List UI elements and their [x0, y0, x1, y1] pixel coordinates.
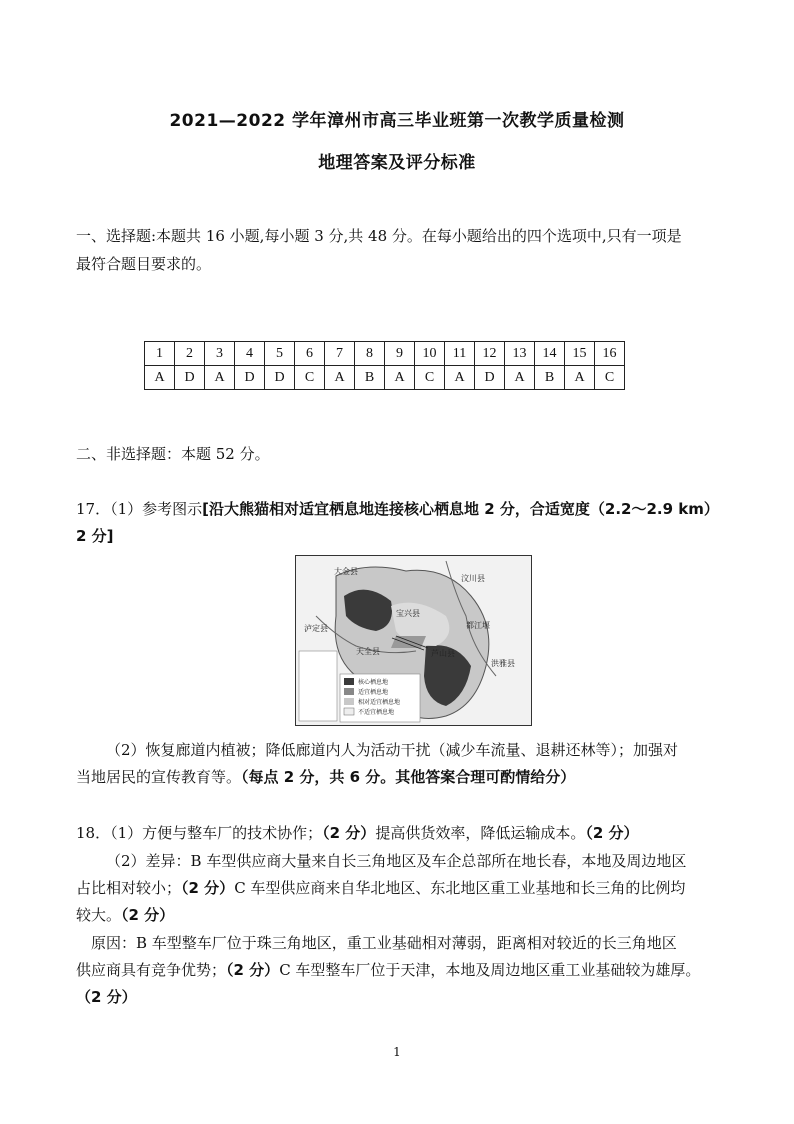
q18-part3-line2-a: 供应商具有竞争优势； [76, 961, 227, 979]
q18-part3-line2-c: C 车型整车厂位于天津，本地及周边地区重工业基础较为雄厚。 [279, 961, 701, 979]
answer-cell: C [595, 366, 625, 390]
answer-cell: B [535, 366, 565, 390]
question-number-cell: 9 [385, 342, 415, 366]
q18-part2-line2-c: C 车型供应商来自华北地区、东北地区重工业基地和长三角的比例均 [234, 879, 686, 897]
q18-part1-a: 18．（1）方便与整车厂的技术协作； [76, 824, 323, 842]
answer-cell: A [385, 366, 415, 390]
answer-cell: A [325, 366, 355, 390]
q18-part2-line3 [76, 902, 174, 928]
question-number-cell: 12 [475, 342, 505, 366]
question-number-cell: 2 [175, 342, 205, 366]
map-legend-i: 核心栖息地 [358, 679, 389, 686]
map-label-b: 宝兴县 [396, 609, 420, 618]
question-number-cell: 6 [295, 342, 325, 366]
q17-part1-prefix: 17．（1）参考图示 [76, 500, 203, 518]
answer-cell: B [355, 366, 385, 390]
q17-part2-text: 当地居民的宣传教育等。 [76, 768, 242, 786]
answer-cell: A [145, 366, 175, 390]
answer-cell: D [265, 366, 295, 390]
question-number-cell: 11 [445, 342, 475, 366]
question-number-cell: 5 [265, 342, 295, 366]
q18-part1-c: 提高供货效率，降低运输成本。 [375, 824, 586, 842]
question-number-cell: 14 [535, 342, 565, 366]
question-number-cell: 1 [145, 342, 175, 366]
map-label-h: 洪雅县 [491, 659, 515, 668]
map-graphic [296, 556, 531, 725]
answer-table-question-row [145, 342, 625, 366]
map-label-e: 芦山县 [431, 649, 455, 658]
question-number-cell: 7 [325, 342, 355, 366]
map-label-c: 汶川县 [461, 574, 485, 583]
map-label-g: 泸定县 [304, 624, 328, 633]
answer-cell: D [175, 366, 205, 390]
question-number-cell: 13 [505, 342, 535, 366]
q17-part2-scoring: （每点 2 分，共 6 分。其他答案合理可酌情给分） [241, 768, 576, 786]
answer-cell: C [415, 366, 445, 390]
q18-part2-line3-a: 较大。 [76, 906, 122, 924]
q18-part1 [76, 820, 639, 846]
q18-part2-line2-a: 占比相对较小； [76, 879, 182, 897]
q17-part1 [76, 496, 726, 522]
section1-intro-line1: 一、选择题:本题共 16 小题,每小题 3 分,共 48 分。在每小题给出的四个选项中,只有一项是 [76, 227, 682, 245]
map-label-f: 天全县 [356, 647, 380, 656]
question-number-cell: 8 [355, 342, 385, 366]
question-number-cell: 16 [595, 342, 625, 366]
question-number-cell: 10 [415, 342, 445, 366]
page-title: 2021—2022 学年漳州市高三毕业班第一次教学质量检测 [169, 111, 625, 131]
q17-part2-line2 [76, 764, 575, 790]
section1-intro-line2: 最符合题目要求的。 [76, 255, 212, 273]
q17-part2-line1: （2）恢复廊道内植被；降低廊道内人为活动干扰（减少车流量、退耕还林等）；加强对 [106, 741, 679, 759]
q17-part1-scoring-cont: 2 分] [76, 527, 114, 545]
question-number-cell: 15 [565, 342, 595, 366]
q17-part1-scoring: [沿大熊猫相对适宜栖息地连接核心栖息地 2 分，合适宽度（2.2～2.9 km） [202, 500, 719, 518]
answer-table-answer-row [145, 366, 625, 390]
section2-intro: 二、非选择题：本题 52 分。 [76, 445, 270, 463]
q18-part2-score-b: （2 分） [121, 906, 175, 924]
answer-cell: A [445, 366, 475, 390]
panda-corridor-map [295, 555, 532, 726]
answer-cell: D [475, 366, 505, 390]
q18-part3-score-b: （2 分） [76, 988, 137, 1006]
map-label-d: 都江堰 [466, 621, 490, 630]
answer-table [144, 341, 625, 390]
map-label-a: 大金县 [334, 567, 358, 576]
map-legend-k: 相对适宜栖息地 [358, 699, 401, 706]
page-number: 1 [393, 1045, 401, 1059]
answer-cell: A [565, 366, 595, 390]
question-number-cell: 3 [205, 342, 235, 366]
q18-part2-line1: （2）差异：B 车型供应商大量来自长三角地区及车企总部所在地长春，本地及周边地区 [106, 852, 687, 870]
page-subtitle: 地理答案及评分标准 [318, 153, 476, 173]
answer-cell: C [295, 366, 325, 390]
q18-part3-line2 [76, 957, 700, 983]
q18-part1-score-a: （2 分） [322, 824, 376, 842]
answer-cell: A [205, 366, 235, 390]
answer-cell: D [235, 366, 265, 390]
q18-part3-score-a: （2 分） [226, 961, 280, 979]
q18-part1-score-b: （2 分） [585, 824, 639, 842]
q18-part2-line2 [76, 875, 685, 901]
answer-cell: A [505, 366, 535, 390]
map-legend-l: 不适宜栖息地 [358, 709, 395, 716]
question-number-cell: 4 [235, 342, 265, 366]
q18-part3-line1: 原因：B 车型整车厂位于珠三角地区，重工业基础相对薄弱，距离相对较近的长三角地区 [91, 934, 677, 952]
map-legend-j: 适宜栖息地 [358, 689, 389, 696]
q18-part2-score-a: （2 分） [181, 879, 235, 897]
